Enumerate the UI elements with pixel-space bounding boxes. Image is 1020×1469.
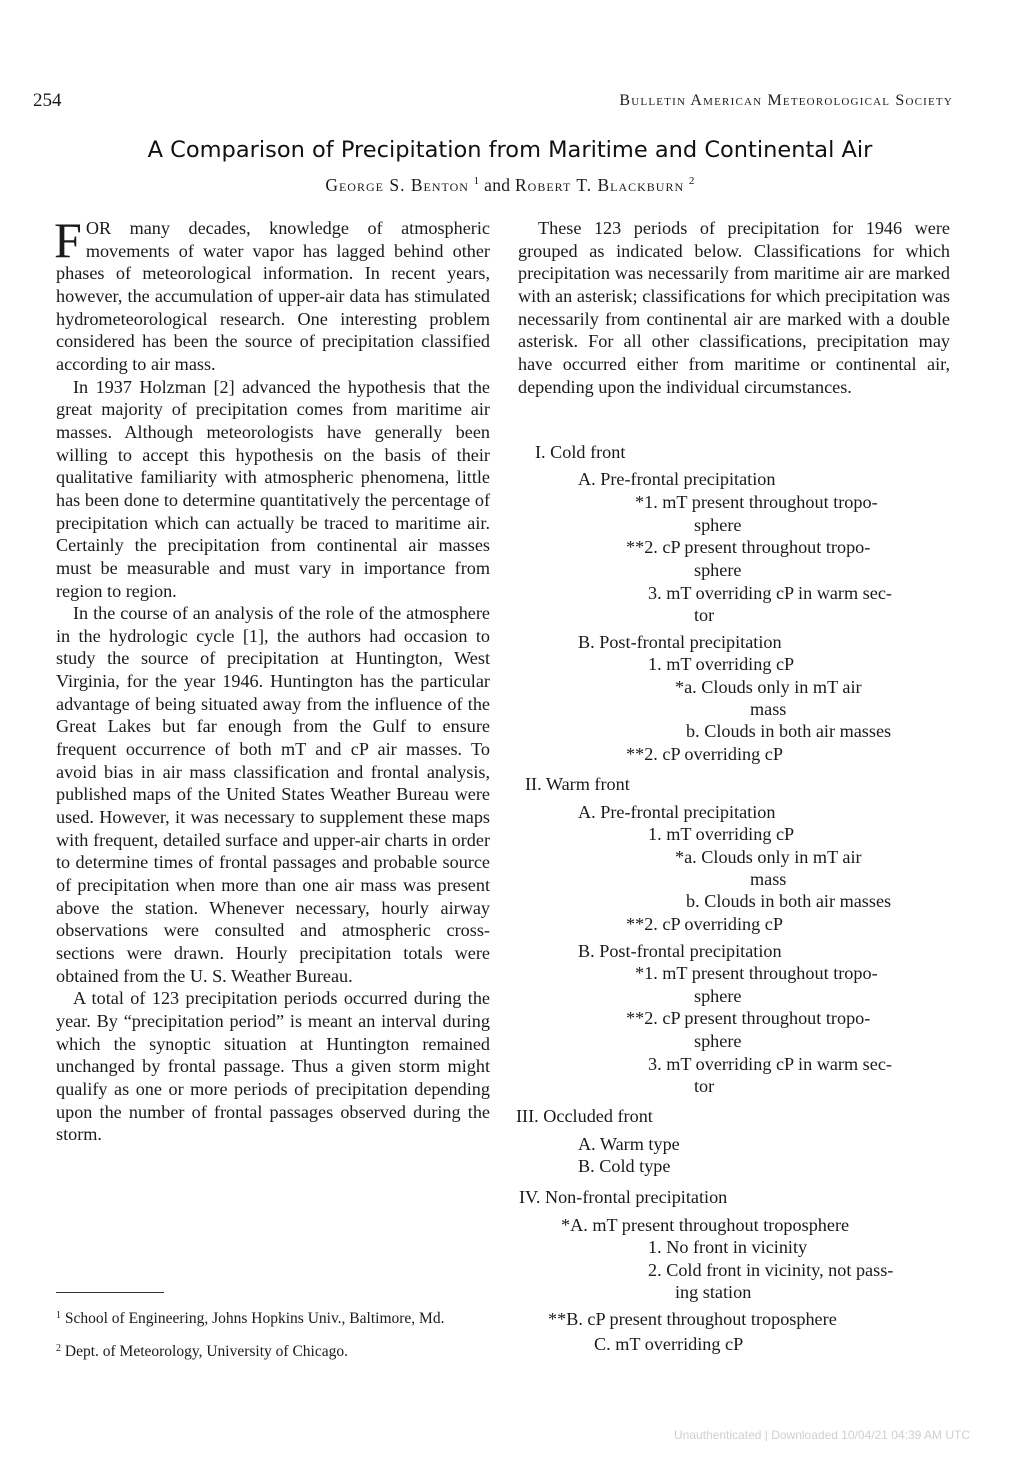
article-title: A Comparison of Precipitation from Maritime and Continental Air: [147, 137, 873, 163]
outline-line: *A. mT present throughout troposphere: [561, 1215, 850, 1235]
journal-title: Bulletin American Meteorological Society: [619, 92, 953, 109]
left-column: [54, 212, 490, 1146]
outline-line: *a. Clouds only in mT air: [675, 677, 862, 697]
footnote-1-mark: 1: [56, 1310, 61, 1321]
outline-line: mass: [750, 869, 787, 889]
outline-line: A. Pre-frontal precipitation: [578, 469, 776, 489]
outline-line: III. Occluded front: [516, 1106, 653, 1126]
outline-line: I. Cold front: [535, 442, 626, 462]
classification-intro: These 123 periods of precipitation for 1946 were grouped as indicated below. Classifications for which precipitation was necessarily from maritime air are marked with an asterisk; classifications for which precipitation was necessarily from continental air are marked with a double asterisk. For all other classifications, precipitation may have occurred either from maritime or continental air, depending upon the individual circumstances.: [518, 218, 950, 397]
outline-line: 3. mT overriding cP in warm sec-: [648, 1054, 892, 1074]
footnote-2-mark: 2: [56, 1343, 61, 1354]
outline-line: 1. mT overriding cP: [648, 824, 795, 844]
outline-line: b. Clouds in both air masses: [686, 721, 892, 741]
outline-line: II. Warm front: [525, 774, 630, 794]
outline-line: IV. Non-frontal precipitation: [519, 1187, 728, 1207]
outline-line: 3. mT overriding cP in warm sec-: [648, 583, 892, 603]
outline-line: tor: [694, 605, 715, 625]
outline-line: C. mT overriding cP: [594, 1334, 744, 1354]
right-column: [518, 217, 950, 398]
paragraph-2: In 1937 Holzman [2] advanced the hypothesis that the great majority of precipitation comes from maritime air masses. Although meteorologists have generally been willing to accept this hypothesis on the basis of their qualitative familiarity with atmospheric phenomena, little has been done to determine quantitatively the percentage of precipitation which can actually be traced to maritime air. Certainly the precipitation from continental air masses must be measurable and must vary in importance from region to region.: [56, 376, 490, 601]
outline-line: **2. cP overriding cP: [626, 914, 783, 934]
outline-line: *1. mT present throughout tropo-: [635, 492, 878, 512]
outline-line: 1. mT overriding cP: [648, 654, 795, 674]
outline-line: B. Cold type: [578, 1156, 671, 1176]
outline-line: B. Post-frontal precipitation: [578, 632, 782, 652]
outline-line: *a. Clouds only in mT air: [675, 847, 862, 867]
outline-line: A. Pre-frontal precipitation: [578, 802, 776, 822]
paragraph-3: In the course of an analysis of the role of the atmosphere in the hydrologic cycle [1], the authors had occasion to study the source of precipitation at Huntington, West Virginia, for the year 1946. Huntington has the particular advantage of being situated away from the influence of the Great Lakes but far enough from the Gulf to ensure frequent occurrence of both mT and cP air masses. To avoid bias in air mass classification and frontal analysis, published maps of the United States Weather Bureau were used. However, it was necessary to supplement these maps with frequent, detailed surface and upper-air charts in order to determine times of frontal passages and probable source of precipitation when more than one air mass was present above the station. Whenever necessary, hourly airway observations were consulted and atmospheric cross-sections were drawn. Hourly precipitation totals were obtained from the U. S. Weather Bureau.: [56, 603, 490, 986]
author-1-footnote-mark: 1: [473, 175, 480, 187]
outline-line: *1. mT present throughout tropo-: [635, 963, 878, 983]
author-conjunction: and: [484, 175, 511, 195]
author-2: Robert T. Blackburn: [514, 175, 685, 195]
outline-line: **2. cP present throughout tropo-: [626, 537, 871, 557]
outline-line: A. Warm type: [578, 1134, 680, 1154]
running-header: [33, 90, 953, 116]
footnote-1-text: School of Engineering, Johns Hopkins Univ., Baltimore, Md.: [64, 1310, 445, 1327]
footnote-rule: [56, 1292, 164, 1293]
footnote-1: [56, 1308, 490, 1327]
outline-line: 1. No front in vicinity: [648, 1237, 808, 1257]
outline-line: **B. cP present throughout troposphere: [548, 1309, 837, 1329]
outline-line: 2. Cold front in vicinity, not pass-: [648, 1260, 894, 1280]
outline-line: tor: [694, 1076, 715, 1096]
outline-line: **2. cP overriding cP: [626, 744, 783, 764]
outline-line: ing station: [675, 1282, 752, 1302]
outline-line: b. Clouds in both air masses: [686, 891, 892, 911]
paragraph-1: [54, 212, 490, 376]
download-watermark: Unauthenticated | Downloaded 10/04/21 04:39 AM UTC: [674, 1428, 970, 1442]
outline-line: B. Post-frontal precipitation: [578, 941, 782, 961]
paragraph-1-text: OR many decades, knowledge of atmospheric movements of water vapor has lagged behind other phases of meteorological information. In recent years, however, the accumulation of upper-air data has stimulated hydrometeorological research. One interesting problem considered has been the source of precipitation classified according to air mass.: [56, 218, 490, 374]
footnote-2-text: Dept. of Meteorology, University of Chicago.: [64, 1343, 348, 1360]
author-2-footnote-mark: 2: [688, 175, 695, 187]
outline-line: sphere: [694, 560, 742, 580]
paragraph-4: A total of 123 precipitation periods occurred during the year. By “precipitation period” is meant an interval during which the synoptic situation at Huntington remained unchanged by frontal passage. Thus a given storm might qualify as one or more periods of precipitation depending upon the number of frontal passages observed during the storm.: [56, 988, 490, 1145]
footnote-2: [56, 1341, 490, 1360]
author-line: [0, 175, 1020, 196]
outline-line: mass: [750, 699, 787, 719]
author-1: George S. Benton: [325, 175, 469, 195]
drop-cap: F: [54, 212, 82, 268]
outline-line: **2. cP present throughout tropo-: [626, 1008, 871, 1028]
outline-line: sphere: [694, 1031, 742, 1051]
outline-line: sphere: [694, 515, 742, 535]
page-number: 254: [33, 90, 62, 111]
outline-line: sphere: [694, 986, 742, 1006]
